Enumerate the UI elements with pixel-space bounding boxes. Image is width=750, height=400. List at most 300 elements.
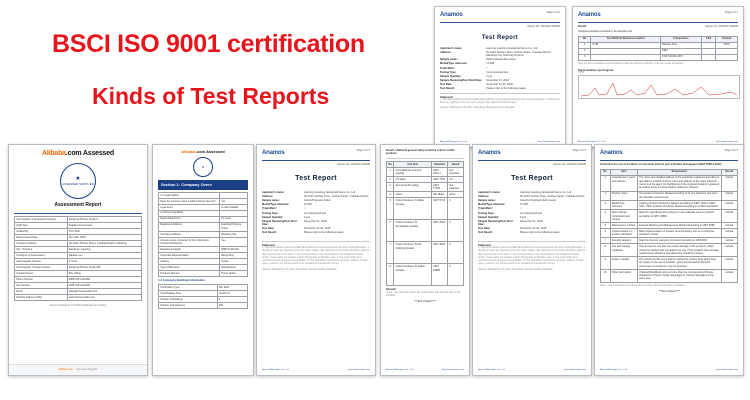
cell: Colour Fastness To Water (Grade) (394, 198, 432, 220)
alibaba-header: Alibaba.com Assessed (181, 149, 225, 154)
headline-block (52, 30, 472, 110)
table-row (601, 191, 738, 200)
field-value: LT-008 (519, 203, 528, 207)
cell: 8 (601, 244, 611, 257)
column-header: Result (448, 161, 464, 167)
cell: Colour Fastness To Dry Rubbing (Grade) (394, 242, 432, 264)
cell: FTIR (591, 42, 660, 48)
cell: 6.9 (448, 177, 464, 183)
cell: 4 (448, 220, 464, 242)
footer-right[interactable]: http://www.anmos.com (715, 369, 738, 372)
field-value: Liaoning Liaodong Household Items Co., Ltd. (303, 191, 356, 195)
row-value: 12,000 m² (217, 291, 247, 297)
cell: 8 (387, 264, 394, 286)
row-value: TUV SUD (67, 229, 141, 235)
cell: 4 (448, 242, 464, 264)
footer-right[interactable]: http://www.anmos.com (441, 369, 464, 372)
field-value: Please refer to the following pages (486, 87, 526, 91)
field-value: Liaoning Liaodong Household Items Co., Ltd. (486, 46, 539, 50)
field-value: No.1010 Jinshan Town, Jinshan Street, Yuanbao District, Dandong City, Liaoning Province (486, 50, 552, 58)
cell: Include (721, 191, 737, 200)
address-line: Address: Building No.1 No.4361, Hutai Road, Baoshan District, Shanghai (440, 107, 515, 110)
remark-title: Remark: (386, 288, 397, 292)
cell: Include (721, 244, 737, 257)
column-header: Composition (660, 36, 701, 42)
field-value: Commissioned test (519, 211, 542, 215)
statement-title: Statement: (478, 243, 492, 247)
row-label: Verified By (15, 229, 68, 235)
row-value: Supplier Assessment (67, 223, 141, 229)
table-row (387, 198, 464, 220)
cell: Include (721, 201, 737, 210)
cell: 4 (448, 264, 464, 286)
footer-left: Anmos@Shanghai Co., Ltd. (478, 369, 506, 372)
end-of-report: ****End of Report**** (414, 301, 436, 304)
report-number: Report No. AM51817118009 (553, 163, 586, 167)
cell: Include (721, 269, 737, 282)
document-test-report-analysis-top[interactable] (572, 6, 744, 148)
field-value: Colourful Synthetic cloth towels (519, 199, 556, 203)
company-overview-table (158, 192, 248, 277)
page-number: Page 2 of 2 (724, 11, 738, 14)
field-label: Sample Quantity: (478, 215, 500, 219)
brand-logo: Anamos (262, 150, 285, 156)
spectrogram-value: i:3708 (578, 72, 585, 75)
cell: Azo Dyestuff (mg/kg) (394, 183, 432, 192)
table-row (159, 271, 248, 277)
cell: Clothing products should be labeled according to GB/T 1335 or GB/T 6411. Other products should be labeled according to product standards. (637, 201, 721, 210)
field-label: Test Result: (262, 231, 277, 235)
seal-text: ASSESSED SUPPLIER (62, 182, 94, 187)
row-label: Website Address (URL) (15, 294, 68, 300)
cell: Include (721, 210, 737, 223)
field-value: 2 pcs (486, 74, 493, 78)
end-of-report: ****End of Report**** (658, 290, 680, 293)
row-value: Dandong City (220, 231, 248, 237)
footer-left: Anmos@Shanghai Co., Ltd. (578, 141, 606, 144)
field-value: Cotton/Polyester Fabric (303, 199, 331, 203)
cell: Use and storage conditions (610, 244, 637, 257)
field-value: Please refer to the following pages (519, 231, 560, 235)
instruction-header: Instruction for use of products of consumer interest part 4:Textiles and apparel (GB/T 5296.4-2012) (600, 163, 722, 167)
row-label: Total Building Area (159, 291, 218, 297)
row-label: 1.2 Export Capability (159, 210, 220, 216)
cell: Not detected (448, 183, 464, 192)
row-label: Gold Supplier Number (15, 258, 68, 264)
table-row (601, 175, 738, 191)
field-label: Trade Mark: (262, 207, 277, 211)
company-building-table (158, 284, 248, 309)
row-value: Dandong Zhenan Textile II (67, 217, 141, 223)
field-label: Testing Type: (262, 211, 279, 215)
cell: 2 (601, 191, 611, 200)
analysis-table (578, 36, 738, 61)
cell (716, 54, 738, 60)
cell: Grade of quality (610, 257, 637, 270)
cell (701, 54, 716, 60)
table-row (601, 257, 738, 270)
cell: Other information (610, 269, 637, 282)
row-label: Email (15, 288, 68, 294)
field-label: Applicant's name: (440, 46, 463, 50)
field-label: Sample name: (440, 58, 458, 62)
column-header: Test Item (394, 161, 432, 167)
row-value: Manufacturer (220, 265, 248, 271)
field-label: Sample Receiving/Test Start Date: (478, 219, 513, 227)
field-label: Sample name: (262, 199, 280, 203)
field-label: Trade Mark: (478, 207, 493, 211)
column-header: No. (388, 162, 393, 166)
cell: 4 (601, 210, 611, 223)
brand-logo: Anamos (600, 150, 623, 156)
statement-text: 1. This report shall be deemed invalid without affixing the special approval seal of the testing laboratory. 2. Should you have any objection to the test report, please raise objections to the testing laboratory within 15 days upon receipt of the report. 3. The referral testing is only responsible for the submitted samples; results, please retain the samples in their original state to facilitate retest. 4. The report shall not be reproduced as the approval or accreditation. 5. The information including the applicant, address, product name, customer, the sources of which are unmarked in the test lab to do so. (478, 247, 586, 265)
row-label: Export Experience (159, 216, 220, 222)
field-value: November 21, 2018 (486, 78, 509, 82)
row-label: Legal Form (159, 204, 220, 210)
field-value: No.1010 Jinshan Town, Jinshan Street, Yuanbao District (519, 195, 585, 199)
document-test-report-front-2[interactable] (472, 144, 592, 376)
footer-right[interactable]: http://www.anmos.com (563, 369, 586, 372)
field-value: Commissioned test (303, 211, 326, 215)
column-header: Test Method/ Reference method (591, 36, 660, 42)
field-label: Sample Receiving/Test Start Date: (262, 219, 297, 227)
cell: FS/FT-21001.2007 (660, 54, 701, 60)
footnote: Note1 : Use instructions & Test items do not include content authenticity verification. (600, 284, 686, 287)
row-value: ISO 9001 (217, 285, 247, 291)
row-label: City / Province (15, 247, 68, 253)
cell: GB/T 2912.1 (431, 167, 447, 176)
cell: Chinese(Simplified) using no more than the corresponding Chinese characters in Pinyin, foreign languages or minority languages at the same time. (637, 269, 721, 282)
cell: Mark the ingredients and contents of raw materials used in products according to GB/T 29862. (637, 210, 721, 223)
report-title: Test Report (481, 34, 519, 41)
remark-text: Note1 : "Not detected" means the content lower than the limit value of the standard. (386, 291, 461, 297)
cell: 2 (579, 48, 591, 54)
row-value: Yes (220, 198, 248, 204)
field-value: 2 pcs (303, 215, 311, 219)
statement-text: 1. This report shall be deemed invalid without affixing the special approval seal of the testing laboratory. 2. Should you have any objection to the test report, please raise objections to the testing laboratory within 15 days upon receipt of the report. 3. The referral testing is only responsible for the submitted samples; results, please retain the samples in their original state to facilitate retest. 4. The report shall not be reproduced as the approval or accreditation. 5. The information including the applicant, address, product name, customer, the sources of which are unmarked in the test lab to do so. (262, 247, 370, 265)
table-row (387, 167, 464, 176)
row-value: Textile (220, 259, 248, 265)
field-label: Testing Type: (478, 211, 495, 215)
table-note: Note: the above qualitative and quantitative results are objective reflection of the test results of samples. (578, 62, 684, 65)
column-header: Result (721, 169, 737, 175)
row-label: Fax Number (15, 282, 68, 288)
footer-right[interactable]: http://www.anmos.com (347, 369, 370, 372)
field-list (478, 191, 586, 235)
result-header: Result: 1.National general safety technical code for textile products (386, 149, 455, 156)
report-subtitle: Assessment Report (54, 202, 102, 209)
result-header: Result: (578, 25, 587, 29)
result-subheader: Component analysis conducted by the animating unit: (578, 30, 633, 33)
footer-right[interactable]: http://www.anmos.com (715, 141, 738, 144)
field-value: LT-008 (486, 62, 495, 66)
report-title: Test Report (511, 174, 553, 182)
footer-left: Anmos@Shanghai Co., Ltd. (262, 369, 290, 372)
field-label: Sample Quantity: (262, 215, 284, 219)
cell: 3 (579, 54, 591, 60)
report-title: Test Report (295, 174, 337, 182)
cell: 3 (601, 201, 611, 210)
row-label: Certification Type (159, 285, 218, 291)
column-header: Requirement (637, 169, 721, 175)
row-label: Company Address (159, 231, 220, 237)
field-value: / (303, 207, 305, 211)
cell: 7 (601, 238, 611, 244)
column-header: Standard (431, 161, 447, 167)
row-value: Alibaba.com (67, 253, 141, 259)
alibaba-footer-band (9, 364, 147, 375)
cell: 1 (601, 175, 611, 191)
document-test-report-results-1[interactable] (380, 144, 470, 376)
statement-title: Statement: (440, 95, 454, 99)
field-label: Model/Type reference: (478, 203, 506, 207)
row-label: 1.1 Legal validity (159, 192, 220, 198)
field-label: Sample Receiving/Test Start Date: (440, 78, 482, 82)
document-test-report-instruction[interactable] (594, 144, 744, 376)
field-list (262, 191, 370, 235)
cell: 7 (387, 242, 394, 264)
alibaba-logo: Alibaba.com (58, 368, 73, 372)
cell: Mark implementation of product County/industry sterns or enterprise standard number. (637, 229, 721, 238)
field-value: White bamboo fiber towel (486, 58, 516, 62)
footer-right[interactable]: http://www.anmos.com (537, 141, 560, 144)
footer-left: Anmos@Shanghai Co., Ltd. (386, 369, 414, 372)
cell: The product should be labeled according to its true attributes and meet the standard requirements. (637, 191, 721, 200)
cell: Odour (394, 192, 432, 198)
field-label: Testing Type: (440, 70, 457, 74)
spectrogram-label: Representative spectrogram: (578, 68, 614, 72)
row-value: Yes (220, 237, 248, 246)
field-value: LT-006 (303, 203, 312, 207)
section-band: Section 1: Company Overv (158, 180, 248, 189)
row-label: Gold Supplier Company Name (15, 264, 68, 270)
row-value: sales@zhenantextile.com (67, 288, 141, 294)
brand-logo: Anamos (440, 12, 463, 18)
table-row (601, 269, 738, 282)
cell: How to improve use that may cause damage to the products, which should be marked with precautions for use. If the products have storage requirements should be described they should be marked. (637, 244, 721, 257)
results-table (386, 161, 464, 287)
row-label: Type of Business (159, 265, 220, 271)
field-value: November 21-30, 2018 (303, 227, 331, 231)
cell: manufacturer's name and address (610, 175, 637, 191)
statement-text: 1. This report shall be deemed invalid without affixing the special approval seal of the testing laboratory. 2. Should you have any objection to the test report, please raise objections within 15 days. (440, 99, 560, 105)
cell: Include (721, 175, 737, 191)
cell: 6 (601, 229, 611, 238)
cell: 4 (448, 198, 464, 220)
field-label: Test Date: (262, 227, 275, 231)
page-number: Page 1 of 2 (546, 11, 560, 14)
field-value: November 21, 2018 (303, 219, 327, 223)
cell: Bamboo fiber (660, 42, 701, 48)
page-number: Page 3 of 3 (724, 149, 738, 152)
cell: Model/Type reference (610, 201, 637, 210)
cell: Include (721, 257, 737, 270)
column-header: No. (579, 36, 591, 42)
field-label: Test Result: (478, 231, 493, 235)
field-label: Test Date: (478, 227, 491, 231)
column-header: Item (610, 169, 637, 175)
row-label: Does the company have a valid business license? (159, 198, 220, 204)
table-row (601, 229, 738, 238)
row-label: Audit Type (15, 223, 68, 229)
cell: 4 (387, 192, 394, 198)
row-value: No.1010, Zhenan Street, Yuanbao District, Dandong (67, 241, 141, 247)
cell: 3 (387, 183, 394, 192)
row-value: Dandong Zhenan Textile Mill (67, 264, 141, 270)
row-label: Cert Supplier & Assessed Company (15, 217, 68, 223)
row-value: Limited Liability (220, 204, 248, 210)
table-row (387, 264, 464, 286)
row-value: 5 (217, 296, 247, 302)
row-value: Dandong / Liaoning (67, 247, 141, 253)
row-label: Company Address (15, 241, 68, 247)
instruction-table (600, 169, 738, 283)
service-note: Service Provided by TUV SUD Certification and Testing (49, 304, 107, 307)
section-subtitle: 1.3 Company Building Information (158, 278, 206, 283)
table-row (387, 183, 464, 192)
row-label: Number of Buildings (159, 296, 218, 302)
field-value: Commissioned test (486, 70, 509, 74)
cell: Include (721, 223, 737, 229)
field-value: 3 pcs (519, 215, 527, 219)
field-value: / (519, 207, 521, 211)
row-label: Contact Person (15, 270, 68, 276)
cell: pH Value (394, 177, 432, 183)
alibaba-band-right: Assessed Supplier (75, 368, 98, 372)
row-value: Liaoning Province, China (220, 222, 248, 231)
assessed-seal-icon: ★ (193, 157, 213, 177)
cell: GB/T 18886 (431, 264, 447, 286)
field-label: Model/Type reference: (440, 62, 468, 66)
cell: None (448, 192, 464, 198)
document-test-report-front-1[interactable] (256, 144, 376, 376)
cell: GB/T 3922 (431, 220, 447, 242)
field-label: Model/Type reference: (262, 203, 290, 207)
cell: Security category (610, 238, 637, 244)
cell: 6 (387, 220, 394, 242)
page-number: Page 1 of 3 (572, 149, 586, 152)
row-value: Home Textile (220, 271, 248, 277)
row-label: Report Issued Date (15, 235, 68, 241)
cell: Formaldehyde Content (mg/kg) (394, 167, 432, 176)
address-line: Address: Building No.1 No.4361, Hutai Road, Baoshan District, Shanghai (262, 268, 337, 271)
table-row (387, 220, 464, 242)
headline-line-2: Kinds of Test Reports (92, 83, 330, 109)
field-label: Sample name: (478, 199, 496, 203)
cell: 9 (601, 257, 611, 270)
field-value: November 21, 2018 (519, 219, 543, 223)
field-value: November 21-30, 2018 (519, 227, 547, 231)
address-line: Address: Building No.1 No.4361, Hutai Road, Baoshan District, Shanghai (478, 268, 553, 271)
cell: Raw material composition and content (610, 210, 637, 223)
spectrogram-chart (578, 75, 740, 99)
report-number: Report No. AM51817118005 (337, 163, 370, 167)
field-value: / (486, 66, 487, 70)
cell: Include (721, 238, 737, 244)
column-header: No. (601, 169, 611, 175)
row-label: Products /Service (159, 271, 220, 277)
page-number: Page 1 of 3 (356, 149, 370, 152)
row-label: Consignor of Assessment (15, 253, 68, 259)
alibaba-title: Alibaba.com Assessed (41, 150, 114, 157)
field-label: Applicant's name: (478, 191, 501, 195)
row-label: Corporate Representative (159, 253, 220, 259)
row-value: 230 (217, 302, 247, 308)
field-label: Trade Mark: (440, 66, 455, 70)
assessment-table (14, 216, 142, 301)
table-row (15, 294, 142, 300)
row-value: Nov 15th, 2018 (67, 235, 141, 241)
field-value: No.1010 Jinshan Town, Jinshan Street, Yuanbao District (303, 195, 369, 199)
cell: Maintenance method (610, 223, 637, 229)
table-row (159, 302, 248, 308)
cell: The results and the items that be marked for product level which have an impact on the use of products, group customized products for consumers' convenience, may be provided. (637, 257, 721, 270)
row-value: 0086-415-2122188 (67, 276, 141, 282)
cell: 1 (579, 42, 591, 48)
cell: 2 (387, 177, 394, 183)
field-label: Test Result: (440, 87, 455, 91)
cell: The name and detailed address of the enterprise registered according to law shall be marked, and the name and address of the origin (national name) and the agent (or distributors) of the imported products registered according to law in China shall be marked in Chinese. (639, 176, 720, 190)
row-value: 11 Years (220, 216, 248, 222)
cell: Express Washing and Maintenance Method According to GB/T 8685. (637, 223, 721, 229)
field-label: Address: (440, 50, 452, 54)
cell: Colour Fastness To Saliva (Grade) (394, 264, 432, 286)
cell: Mark the Security category of product According to GB 18401 (637, 238, 721, 244)
row-label: Annual review conducted by the Industrial & Commercial Bureau (159, 237, 220, 246)
field-value: Liaoning Liaodong Household Items Co., Ltd. (519, 191, 572, 195)
headline-line-1: BSCI ISO 9001 certification (52, 30, 365, 58)
table-row (601, 210, 738, 223)
cell: 100% (716, 42, 738, 48)
row-value: Wang Ming (220, 253, 248, 259)
row-label: Registered Address (159, 222, 220, 231)
cell: GB/T 7573 (431, 177, 447, 183)
table-row (601, 244, 738, 257)
cell: Product name (610, 191, 637, 200)
field-label: Applicant's name: (262, 191, 285, 195)
row-value: 0086-415-2122199 (67, 282, 141, 288)
field-value: November 21-30, 2018 (486, 82, 513, 86)
cell: SEM (660, 48, 701, 54)
table-row (387, 242, 464, 264)
cell: Not detected (448, 167, 464, 176)
row-value: www.zhenantextile.com (67, 294, 141, 300)
cell: GB/T 17592 (431, 183, 447, 192)
document-alibaba-assessed-report[interactable] (8, 144, 148, 376)
document-section1-company-overview[interactable] (152, 144, 254, 376)
field-label: Address: (262, 195, 274, 199)
assessed-seal-icon: ★ ASSESSED SUPPLIER (60, 163, 96, 199)
row-label: Number of Employees (159, 302, 218, 308)
brand-logo: Anamos (578, 12, 601, 18)
cell: GB/T 3920 (431, 242, 447, 264)
table-row (159, 222, 248, 231)
table-row (159, 237, 248, 246)
row-label: Registered Capital (159, 247, 220, 253)
cell: 1 (387, 167, 394, 176)
field-label: Address: (478, 195, 490, 199)
report-number: Report No. AM51817118005 (527, 25, 560, 29)
row-value: RMB 5,000,000 (220, 247, 248, 253)
field-label: Sample Quantity: (440, 74, 462, 78)
table-row (601, 201, 738, 210)
report-number: Report No. AM51817118005 (705, 25, 738, 29)
column-header: Content (716, 36, 738, 42)
cell: 5 (387, 198, 394, 220)
brand-logo: Anamos (478, 150, 501, 156)
cell: 5 (601, 223, 611, 229)
column-header: CAS (701, 36, 716, 42)
